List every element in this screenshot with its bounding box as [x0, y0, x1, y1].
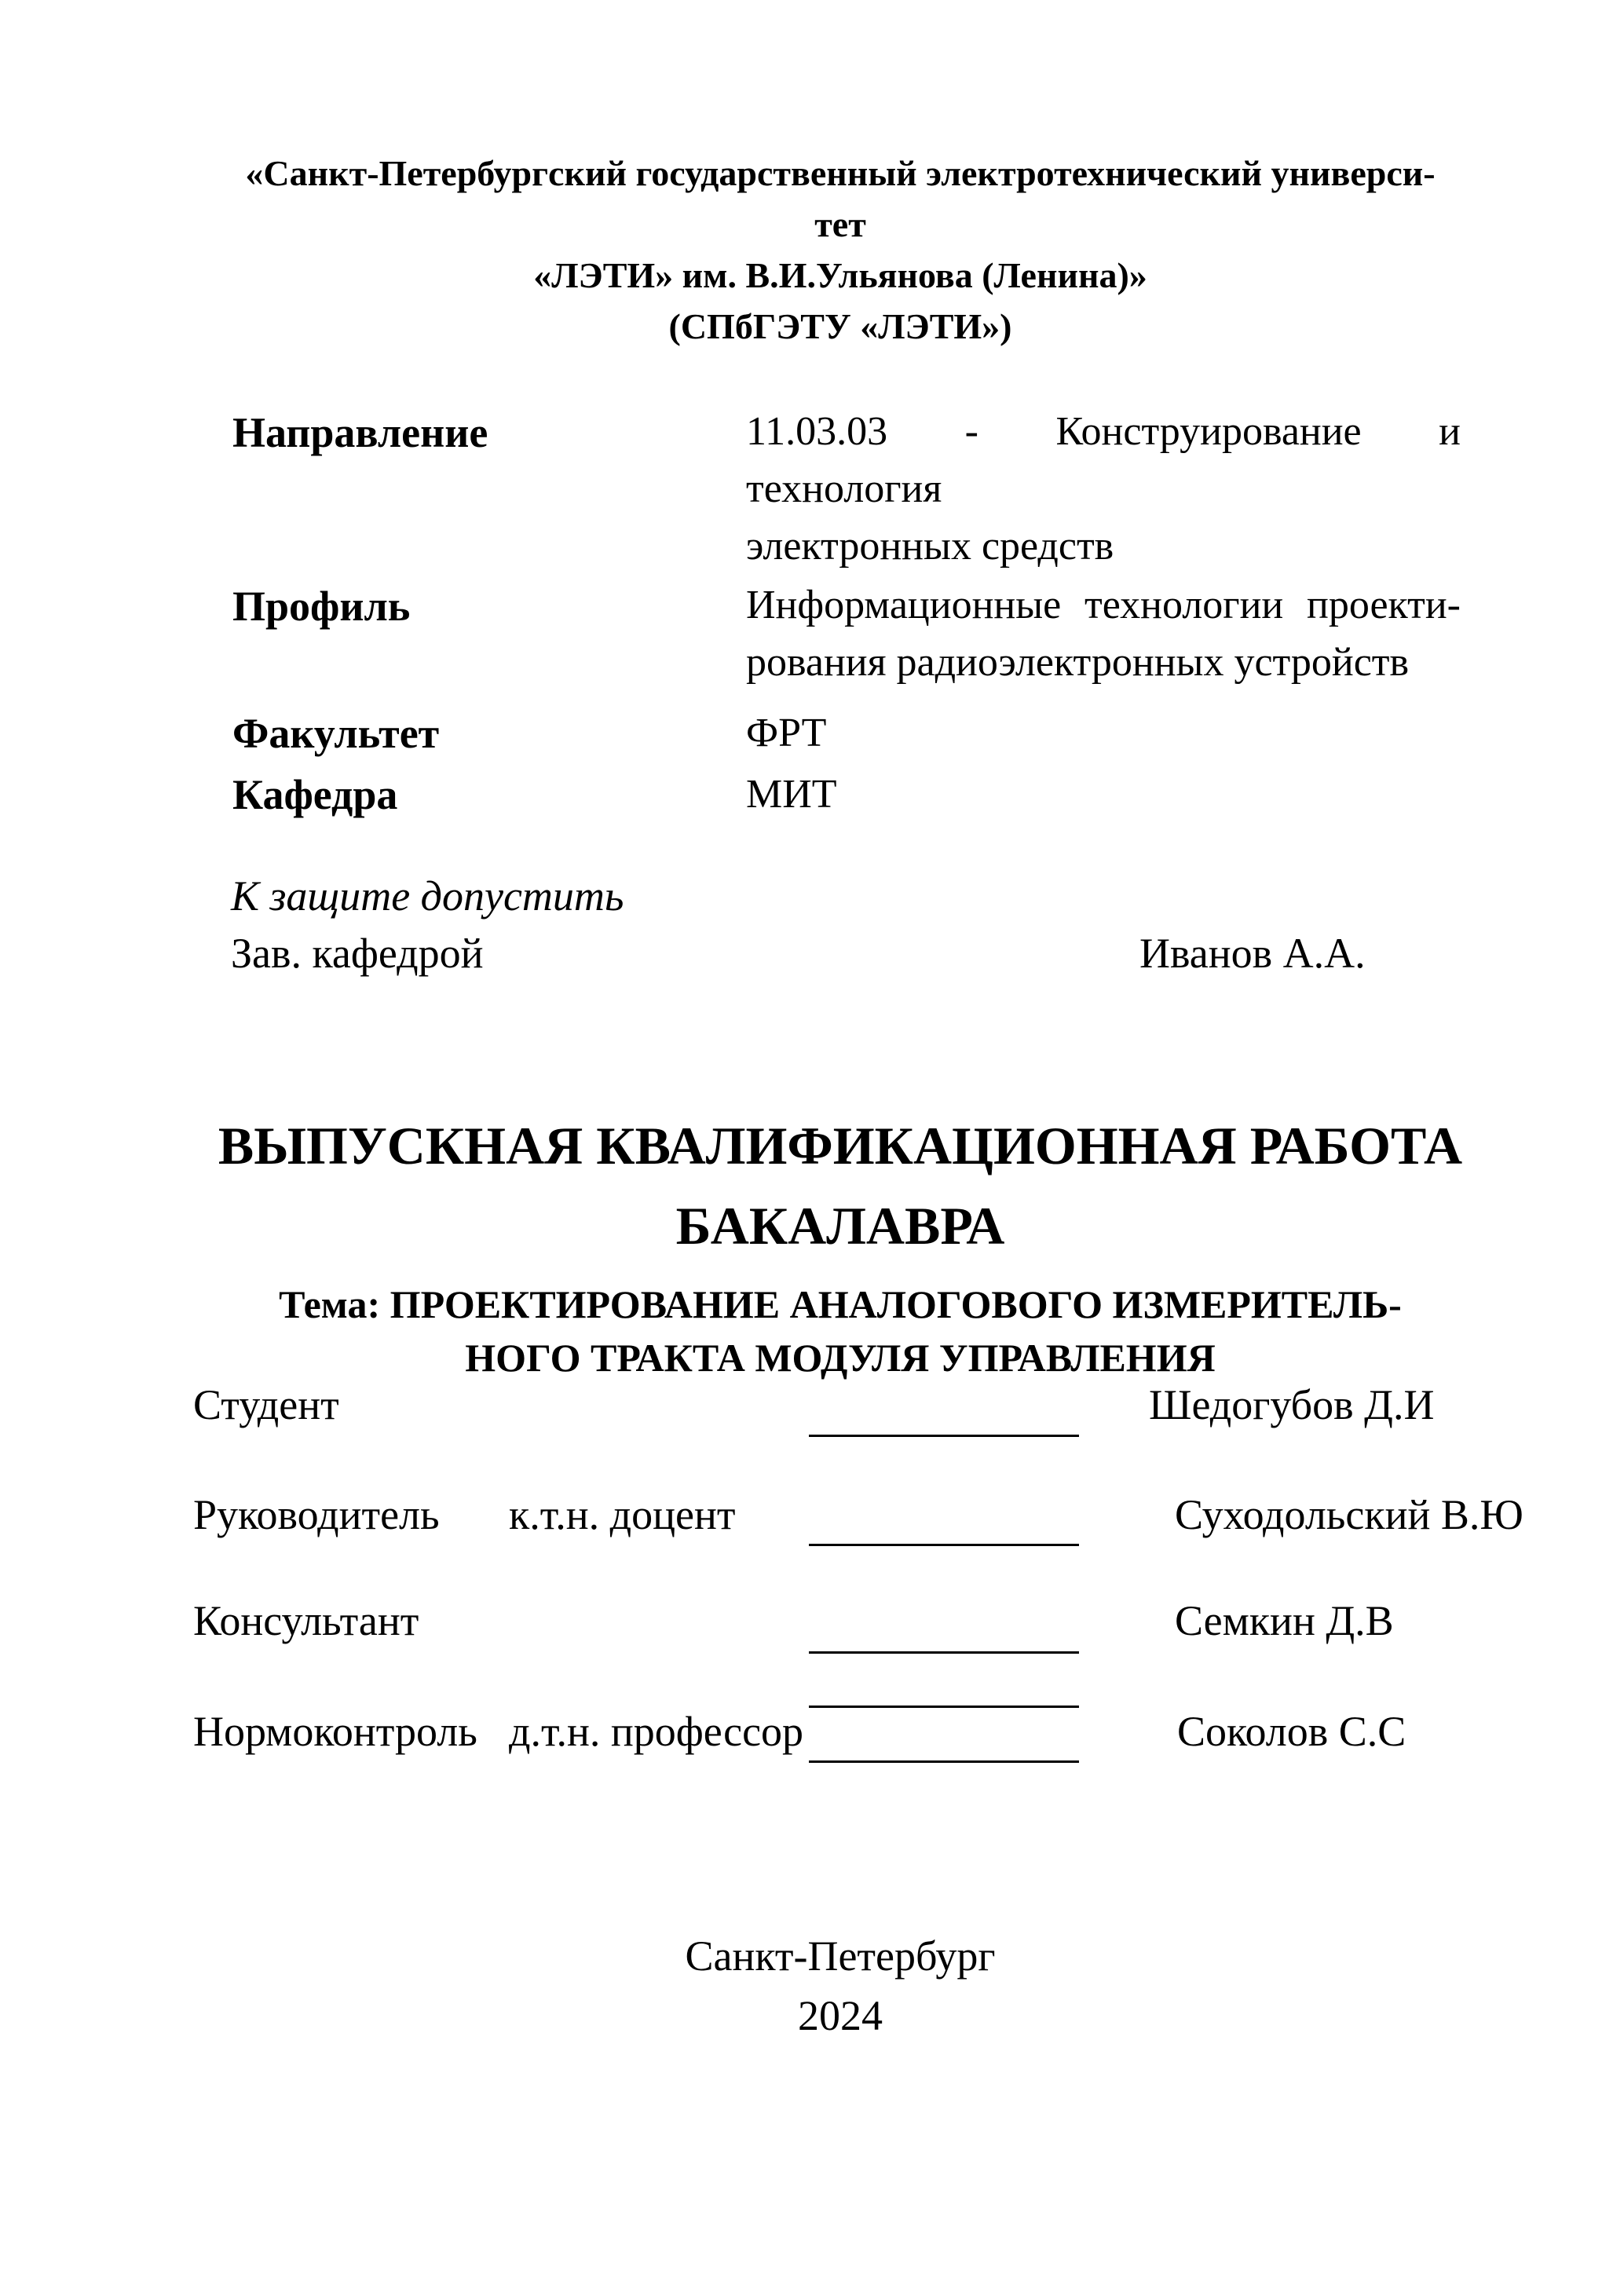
norm-control-qualification: д.т.н. профессор: [509, 1708, 804, 1755]
norm-control-role-label: Нормоконтроль: [193, 1708, 477, 1755]
university-abbreviation: (СПбГЭТУ «ЛЭТИ»): [668, 306, 1012, 346]
work-title-line-1: ВЫПУСКНАЯ КВАЛИФИКАЦИОННАЯ РАБОТА: [218, 1116, 1463, 1175]
work-theme-line-2: НОГО ТРАКТА МОДУЛЯ УПРАВЛЕНИЯ: [465, 1336, 1216, 1380]
direction-label: Направление: [232, 409, 488, 456]
department-value: МИТ: [746, 772, 837, 817]
footer-year: 2024: [798, 1992, 883, 2039]
supervisor-qualification: к.т.н. доцент: [509, 1491, 736, 1538]
admit-to-defense-line: К защите допустить: [231, 872, 624, 919]
university-name-line-3: «ЛЭТИ» им. В.И.Ульянова (Ленина)»: [533, 255, 1147, 295]
university-name-line-1: «Санкт-Петербургский государственный электротехнический универси-: [245, 153, 1436, 193]
university-header: [191, 148, 1490, 352]
department-head-label: Зав. кафедрой: [231, 930, 484, 977]
profile-label: Профиль: [232, 583, 411, 630]
faculty-label: Факультет: [232, 710, 440, 757]
consultant-name: Семкин Д.В: [1175, 1597, 1394, 1644]
department-head-name: Иванов А.А.: [1139, 930, 1366, 977]
work-title: [191, 1106, 1490, 1266]
consultant-signature-line: [809, 1651, 1079, 1654]
profile-value-line-2: рования радиоэлектронных устройств: [746, 640, 1410, 685]
work-theme: [191, 1278, 1490, 1384]
work-title-line-2: БАКАЛАВРА: [675, 1196, 1005, 1256]
supervisor-role-label: Руководитель: [193, 1491, 440, 1538]
student-name: Шедогубов Д.И: [1149, 1381, 1435, 1428]
footer-city: Санкт-Петербург: [685, 1932, 996, 1980]
direction-value: [746, 403, 1461, 575]
norm-control-signature-line: [809, 1760, 1079, 1763]
supervisor-signature-line: [809, 1544, 1079, 1546]
direction-value-line-1: 11.03.03 - Конструирование и технология: [746, 409, 1461, 511]
supervisor-name: Суходольский В.Ю: [1175, 1491, 1523, 1538]
student-role-label: Студент: [193, 1381, 339, 1428]
work-theme-line-1: Тема: ПРОЕКТИРОВАНИЕ АНАЛОГОВОГО ИЗМЕРИТЕЛЬ-: [279, 1282, 1402, 1326]
student-signature-line: [809, 1435, 1079, 1437]
profile-value-line-1: Информационные технологии проекти-: [746, 583, 1461, 627]
direction-value-line-2: электронных средств: [746, 524, 1114, 569]
extra-signature-line: [809, 1706, 1079, 1708]
university-name-line-2: тет: [814, 204, 866, 244]
profile-value: [746, 576, 1461, 691]
norm-control-name: Соколов С.С: [1177, 1708, 1406, 1755]
consultant-role-label: Консультант: [193, 1597, 419, 1644]
faculty-value: ФРТ: [746, 711, 827, 755]
department-label: Кафедра: [232, 771, 398, 818]
